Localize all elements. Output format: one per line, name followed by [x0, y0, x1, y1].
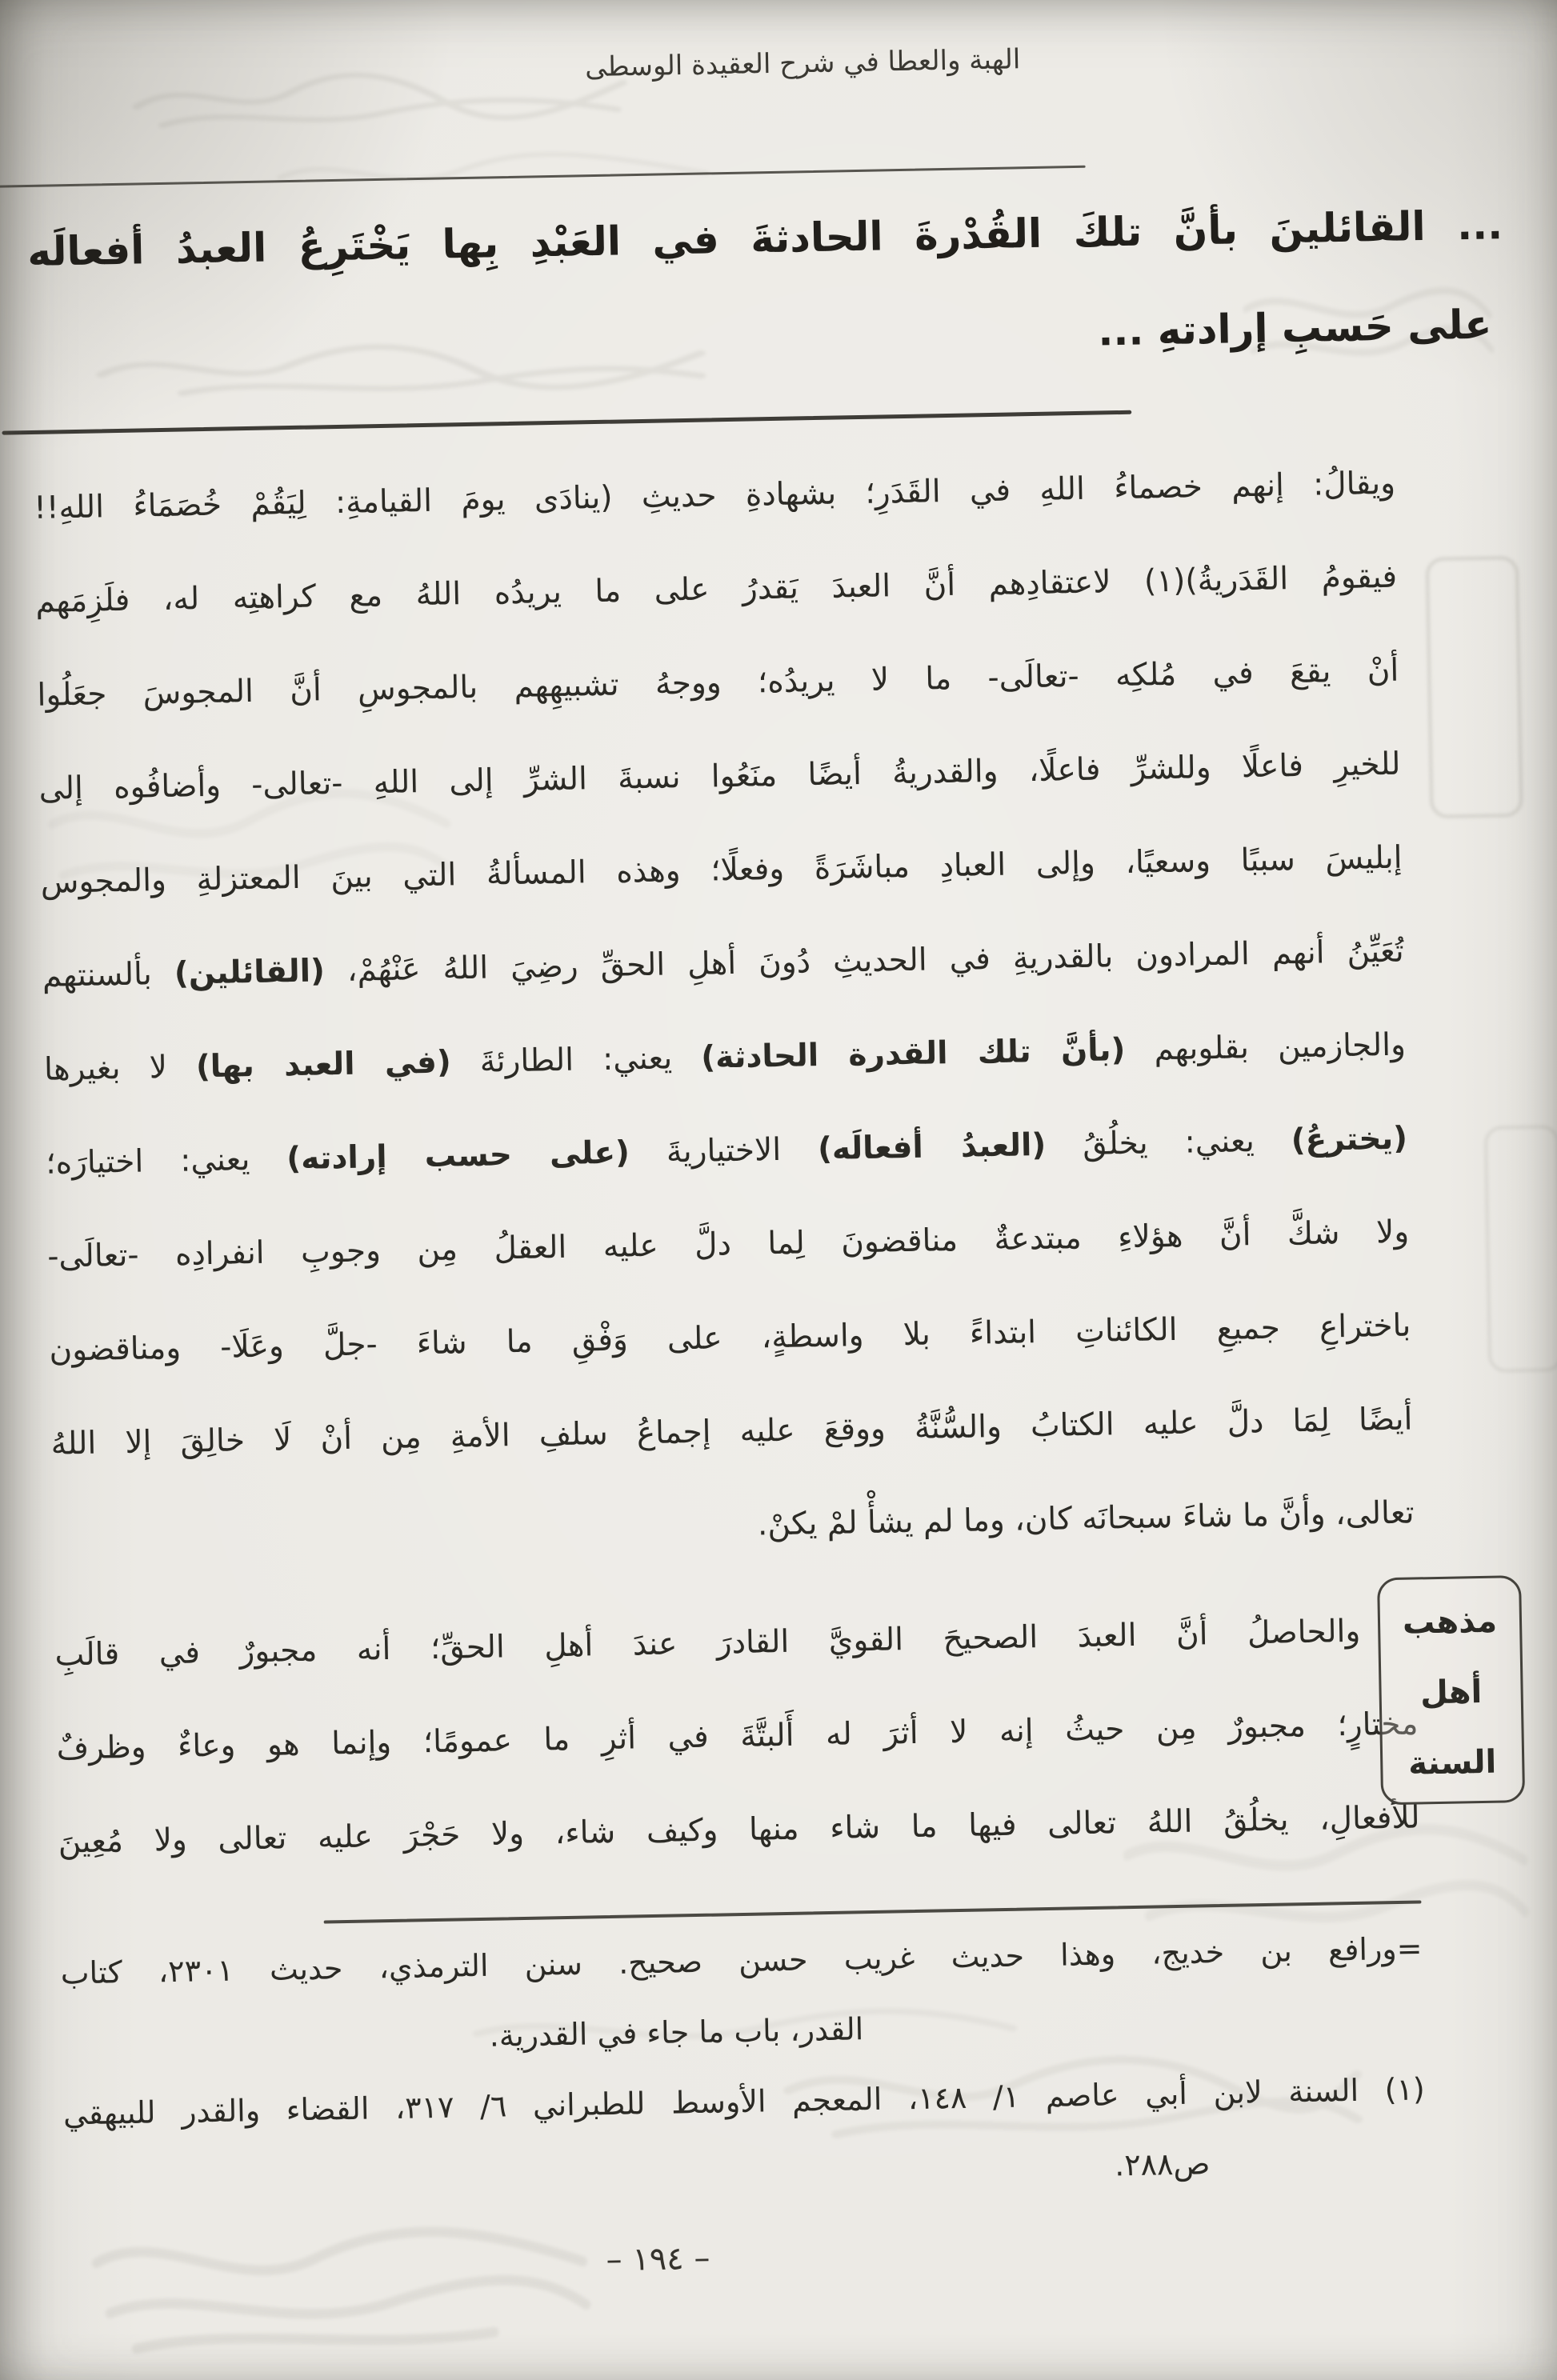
text-line: (١) السنة لابن أبي عاصم ١/ ١٤٨، المعجم الأوسط للطبراني ٦/ ٣١٧، القضاء والقدر للبيهقي [62, 2071, 1426, 2132]
text-line: القدر، باب ما جاء في القدرية. [489, 2011, 864, 2054]
body-text [33, 437, 1420, 1890]
margin-note-word: أهل [1419, 1673, 1483, 1712]
text-line: إبليسَ سببًا وسعيًا، وإلى العبادِ مباشَرَةً وفعلًا؛ وهذه المسألةُ التي بينَ المعتزلةِ والمجوس [40, 839, 1403, 901]
margin-note-madhhab-ahl-alsunnah [1377, 1575, 1525, 1805]
text-line: ويقالُ: إنهم خصماءُ اللهِ في القَدَرِ؛ بشهادةِ حديثِ (ينادَى يومَ القيامةِ: لِيَقُمْ خُصَمَاءُ اللهِ!! [33, 465, 1396, 526]
page-number: – ١٩٤ – [606, 2239, 710, 2279]
text-line: للخيرِ فاعلًا وللشرِّ فاعلًا، والقدريةُ أيضًا منَعُوا نسبةَ الشرِّ إلى اللهِ -تعالى- وأضافُوه إلى [38, 746, 1401, 807]
header-rule [0, 166, 1086, 188]
text-line: ولا شكَّ أنَّ هؤلاءِ مبتدعةٌ مناقضونَ لِما دلَّ عليه العقلُ مِن وجوبِ انفرادِه -تعالَى- [46, 1214, 1410, 1275]
matn-quote-line-1: ... القائلينَ بأنَّ تلكَ القُدْرةَ الحادثةَ في العَبْدِ بِها يَخْتَرِعُ العبدُ أفعالَه [26, 202, 1503, 275]
text-line: أنْ يقعَ في مُلكِه -تعالَى- ما لا يريدُه؛ ووجهُ تشبيهِهم بالمجوسِ أنَّ المجوسَ جعَلُوا [37, 652, 1399, 714]
footnotes [60, 1913, 1427, 2219]
text-line: ص٢٨٨. [1114, 2146, 1211, 2183]
text-line: والحاصلُ أنَّ العبدَ الصحيحَ القويَّ القادرَ عندَ أهلِ الحقِّ؛ أنه مجبورٌ في قالَبِ [54, 1613, 1361, 1674]
matn-separator-rule [2, 410, 1131, 435]
text-line: تُعَيِّنُ أنهم المرادون بالقدريةِ في الحديثِ دُونَ أهلِ الحقِّ رضِيَ اللهُ عَنْهُمْ، (القائلين) بألسنتهم [42, 933, 1405, 994]
text-line: والجازمين بقلوبهم (بأنَّ تلك القدرة الحادثة) يعني: الطارئةَ (في العبد بها) لا بغيرها [43, 1026, 1407, 1088]
text-line: =ورافع بن خديج، وهذا حديث غريب حسن صحيح. سنن الترمذي، حديث ٢٣٠١، كتاب [60, 1930, 1423, 1991]
bleed-through-margin-box [1426, 556, 1523, 818]
text-line: للأفعالِ، يخلُقُ اللهُ تعالى فيها ما شاء منها وكيف شاء، ولا حَجْرَ عليه تعالى ولا مُعِينَ [58, 1799, 1420, 1861]
text-line: باختراعِ جميعِ الكائناتِ ابتداءً بلا واسطةٍ، على وَفْقِ ما شاءَ -جلَّ وعَلَا- ومناقضون [49, 1307, 1411, 1369]
margin-note-word: مذهب [1402, 1602, 1498, 1642]
margin-note-word: السنة [1407, 1743, 1497, 1782]
text-line: تعالى، وأنَّ ما شاءَ سبحانَه كان، وما لم يشأْ لمْ يكنْ. [757, 1494, 1415, 1543]
bleed-through-margin-box [1484, 1125, 1557, 1373]
text-line: فيقومُ القَدَريةُ)(١) لاعتقادِهم أنَّ العبدَ يَقدرُ على ما يريدُه اللهُ مع كراهتِه له، فلَزِمَهم [34, 558, 1398, 620]
running-head-book-title: الهبة والعطا في شرح العقيدة الوسطى [584, 43, 1021, 84]
text-line: مختارٍ؛ مجبورٌ مِن حيثُ إنه لا أثرَ له أَلبتَّةَ في أثرِ ما عمومًا؛ وإنما هو وعاءٌ وظرفٌ [56, 1706, 1419, 1767]
text-line: أيضًا لِمَا دلَّ عليه الكتابُ والسُّنَّةُ ووقعَ عليه إجماعُ سلفِ الأمةِ مِن أنْ لَا خالِقَ إلا اللهُ [50, 1401, 1413, 1462]
matn-quote-line-2: على حَسبِ إرادتهِ ... [1097, 301, 1492, 355]
text-line: (يخترعُ) يعني: يخلُقُ (العبدُ أفعالَه) الاختياريةَ (على حسب إرادته) يعني: اختيارَه؛ [45, 1120, 1408, 1182]
